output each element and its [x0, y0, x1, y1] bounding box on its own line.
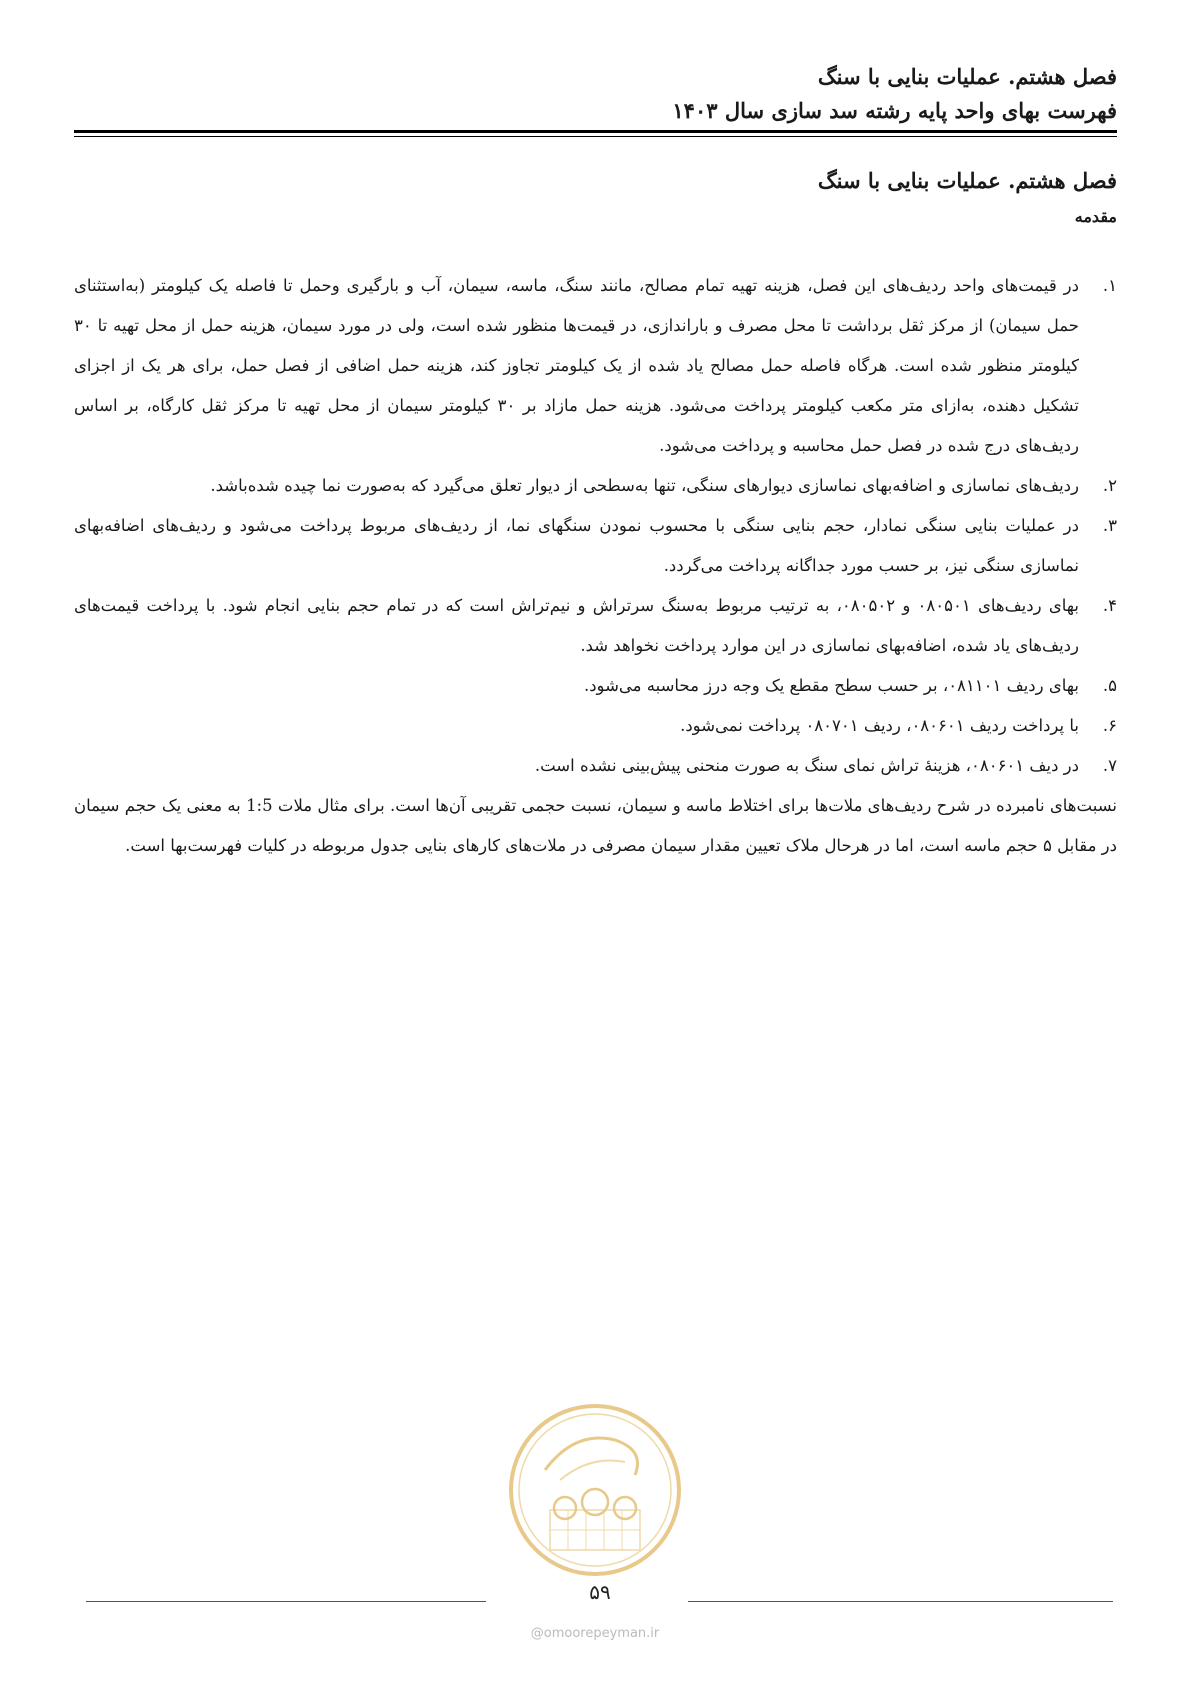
- list-item-number: ۵.: [1102, 676, 1117, 695]
- list-item-number: ۶.: [1102, 716, 1117, 735]
- list-item-text: با پرداخت ردیف ۰۸۰۶۰۱، ردیف ۰۸۰۷۰۱ پرداخت نمی‌شود.: [680, 716, 1079, 735]
- list-item-text: در قیمت‌های واحد ردیف‌های این فصل، هزینه تهیه تمام مصالح، مانند سنگ، ماسه، سیمان، آب و بارگیری وحمل تا فاصله یک کیلومتر (به‌استثنای حمل سیمان) از مرکز ثقل برداشت تا محل مصرف و باراندازی، در قیمت‌ها منظور شده است، ولی در مورد سیمان، هزینه حمل از محل تهیه تا ۳۰ کیلومتر منظور شده است. هرگاه فاصله حمل مصالح یاد شده از یک کیلومتر تجاوز کند، هزینه حمل اضافی از فصل حمل، برای هر یک از اجزای تشکیل دهنده، به‌ازای متر مکعب کیلومتر پرداخت می‌شود. هزینه حمل مازاد بر ۳۰ کیلومتر سیمان از محل تهیه تا مرکز ثقل کارگاه، بر اساس ردیف‌های درج شده در فصل حمل محاسبه و پرداخت می‌شود.: [74, 276, 1079, 455]
- header-rule-thin: [74, 136, 1117, 137]
- list-item: [74, 746, 1117, 786]
- list-item-text: ردیف‌های نماسازی و اضافه‌بهای نماسازی دیوارهای سنگی، تنها به‌سطحی از دیوار تعلق می‌گیرد که به‌صورت نما چیده شده‌باشد.: [210, 476, 1079, 495]
- list-item: [74, 586, 1117, 666]
- page-number: ۵۹: [589, 1580, 611, 1604]
- footer-rule-left: [86, 1601, 486, 1602]
- section-subtitle: مقدمه: [1074, 207, 1117, 226]
- watermark-website: @omoorepeyman.ir: [530, 1626, 660, 1641]
- list-item-text: در عملیات بنایی سنگی نمادار، حجم بنایی سنگی با محسوب نمودن سنگهای نما، از ردیف‌های مربوط پرداخت می‌شود و ردیف‌های اضافه‌بهای نماسازی سنگی نیز، بر حسب مورد جداگانه پرداخت می‌گردد.: [74, 516, 1079, 575]
- header-chapter-title: فصل هشتم. عملیات بنایی با سنگ: [817, 64, 1117, 89]
- header-list-title: فهرست بهای واحد پایه رشته سد سازی سال ۱۴۰۳: [672, 98, 1117, 123]
- list-item-number: ۷.: [1102, 756, 1117, 775]
- list-item: [74, 266, 1117, 466]
- body-content: [74, 266, 1117, 866]
- list-item-text: بهای ردیف‌های ۰۸۰۵۰۱ و ۰۸۰۵۰۲، به ترتیب مربوط به‌سنگ سرتراش و نیم‌تراش است که در تمام حجم بنایی انجام شود. با پرداخت قیمت‌های ردیف‌های یاد شده، اضافه‌بهای نماسازی در این موارد پرداخت نخواهد شد.: [74, 596, 1079, 655]
- watermark-logo-icon: [505, 1400, 685, 1580]
- header-rule-thick: [74, 130, 1117, 133]
- list-item-number: ۱.: [1102, 276, 1117, 295]
- page-header: [77, 60, 1117, 128]
- list-item: [74, 506, 1117, 586]
- list-item: [74, 706, 1117, 746]
- list-item-text: در دیف ۰۸۰۶۰۱، هزینهٔ تراش نمای سنگ به صورت منحنی پیش‌بینی نشده است.: [534, 756, 1079, 775]
- list-item: [74, 666, 1117, 706]
- list-item-number: ۲.: [1102, 476, 1117, 495]
- list-item-text: بهای ردیف ۰۸۱۱۰۱، بر حسب سطح مقطع یک وجه درز محاسبه می‌شود.: [583, 676, 1079, 695]
- mortar-ratio-note: نسبت‌های نامبرده در شرح ردیف‌های ملات‌ها برای اختلاط ماسه و سیمان، نسبت حجمی تقریبی آن‌ها است. برای مثال ملات 1:5 به معنی یک حجم سیمان در مقابل ۵ حجم ماسه است، اما در هرحال ملاک تعیین مقدار سیمان مصرفی در ملات‌های کارهای بنایی جدول مربوطه در کلیات فهرست‌بها است.: [74, 796, 1118, 855]
- list-item-number: ۳.: [1102, 516, 1117, 535]
- list-item: [74, 466, 1117, 506]
- section-title: فصل هشتم. عملیات بنایی با سنگ: [817, 168, 1117, 193]
- footer-rule-right: [688, 1601, 1113, 1602]
- list-item-number: ۴.: [1102, 596, 1117, 615]
